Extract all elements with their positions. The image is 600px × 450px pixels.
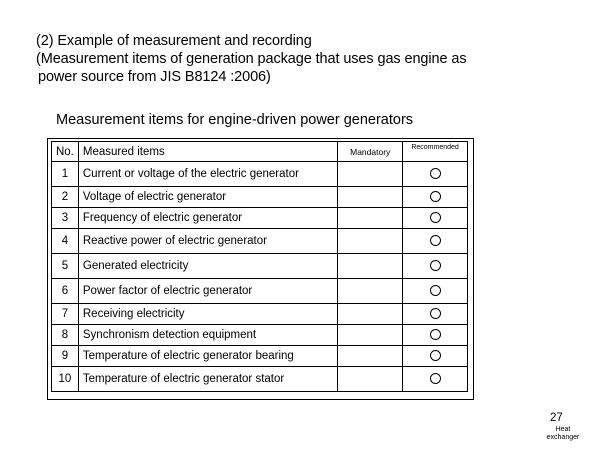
header-mandatory: Mandatory [338, 142, 403, 162]
row-number: 9 [52, 346, 79, 367]
circle-icon [430, 329, 441, 340]
row-recommended-cell [403, 367, 468, 392]
row-number: 5 [52, 254, 79, 279]
table-title: Measurement items for engine-driven power generators [56, 112, 414, 128]
page-number: 27 [550, 412, 563, 424]
row-recommended-cell [403, 187, 468, 208]
row-recommended-cell [403, 304, 468, 325]
row-measured-item: Reactive power of electric generator [78, 229, 337, 254]
row-measured-item: Temperature of electric generator stator [78, 367, 337, 392]
row-measured-item: Frequency of electric generator [78, 208, 337, 229]
table-header-row [52, 142, 468, 162]
header-measured-items: Measured items [78, 142, 337, 162]
row-mandatory-cell [338, 304, 403, 325]
circle-icon [430, 308, 441, 319]
row-recommended-cell [403, 346, 468, 367]
heading-block [36, 32, 466, 86]
row-mandatory-cell [338, 229, 403, 254]
row-measured-item: Power factor of electric generator [78, 279, 337, 304]
table-row [52, 162, 468, 187]
heading-line-2: (Measurement items of generation package that uses gas engine as [36, 51, 467, 67]
row-mandatory-cell [338, 187, 403, 208]
table-row [52, 304, 468, 325]
footnote [543, 426, 583, 442]
footnote-line-2: exchanger [546, 434, 580, 441]
row-measured-item: Generated electricity [78, 254, 337, 279]
row-recommended-cell [403, 325, 468, 346]
table-row [52, 367, 468, 392]
row-mandatory-cell [338, 162, 403, 187]
row-measured-item: Synchronism detection equipment [78, 325, 337, 346]
table-row [52, 325, 468, 346]
row-number: 2 [52, 187, 79, 208]
row-recommended-cell [403, 229, 468, 254]
heading-line-1: (2) Example of measurement and recording [36, 33, 312, 49]
row-measured-item: Temperature of electric generator bearing [78, 346, 337, 367]
row-recommended-cell [403, 279, 468, 304]
table-row [52, 279, 468, 304]
circle-icon [430, 373, 441, 384]
table-body [52, 162, 468, 392]
row-number: 6 [52, 279, 79, 304]
row-recommended-cell [403, 254, 468, 279]
circle-icon [430, 191, 441, 202]
row-number: 8 [52, 325, 79, 346]
header-no: No. [52, 142, 79, 162]
row-mandatory-cell [338, 325, 403, 346]
header-recommended: Recommended [403, 142, 468, 162]
circle-icon [430, 285, 441, 296]
circle-icon [430, 260, 441, 271]
row-mandatory-cell [338, 279, 403, 304]
table-row [52, 229, 468, 254]
row-recommended-cell [403, 162, 468, 187]
row-measured-item: Receiving electricity [78, 304, 337, 325]
circle-icon [430, 350, 441, 361]
circle-icon [430, 168, 441, 179]
row-mandatory-cell [338, 254, 403, 279]
row-mandatory-cell [338, 346, 403, 367]
row-mandatory-cell [338, 208, 403, 229]
circle-icon [430, 235, 441, 246]
measurement-items-table [51, 141, 468, 392]
row-recommended-cell [403, 208, 468, 229]
heading-line-3: power source from JIS B8124 :2006) [38, 69, 271, 85]
row-number: 7 [52, 304, 79, 325]
row-number: 3 [52, 208, 79, 229]
row-number: 1 [52, 162, 79, 187]
circle-icon [430, 212, 441, 223]
table-row [52, 208, 468, 229]
table-row [52, 254, 468, 279]
row-number: 4 [52, 229, 79, 254]
table-row [52, 346, 468, 367]
row-measured-item: Current or voltage of the electric generator [78, 162, 337, 187]
row-number: 10 [52, 367, 79, 392]
table-row [52, 187, 468, 208]
row-measured-item: Voltage of electric generator [78, 187, 337, 208]
row-mandatory-cell [338, 367, 403, 392]
table-frame [47, 138, 474, 400]
footnote-line-1: Heat [555, 426, 571, 433]
